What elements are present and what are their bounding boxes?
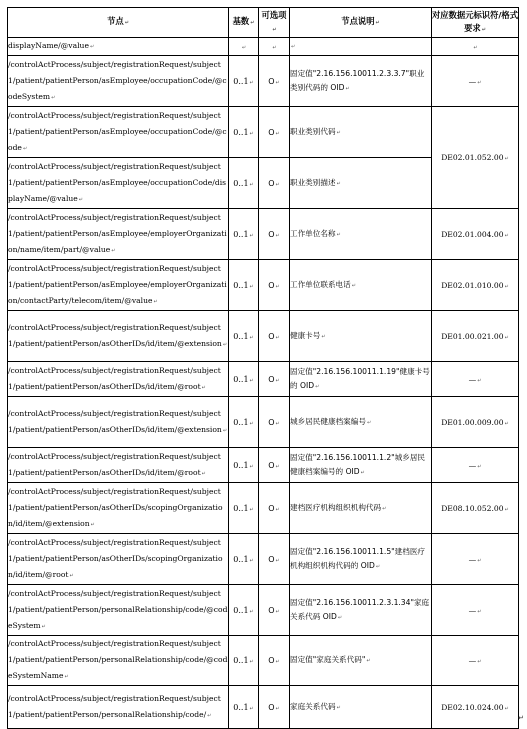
cardinality-cell: 0..1↵ [229,686,259,729]
data-element-cell: ↵ [432,38,519,56]
description-cell: ↵ [290,38,432,56]
data-element-cell: —↵ [432,585,519,636]
optional-cell: O↵ [259,158,290,209]
data-element-cell: DE01.00.021.00↵ [432,311,519,362]
table-row [8,585,519,636]
description-cell: 职业类别描述↵ [290,158,432,209]
table-row [8,362,519,397]
cardinality-cell: 0..1↵ [229,209,259,260]
node-path-cell: /controlActProcess/subject/registrationRequest/subject1/patient/patientPerson/personalRelationship/code/↵ [8,686,229,729]
description-cell: 固定值"2.16.156.10011.2.3.3.7"职业类别代码的 OID↵ [290,56,432,107]
data-element-cell: DE02.01.010.00↵ [432,260,519,311]
data-element-cell: DE01.00.009.00↵ [432,397,519,448]
cardinality-cell: 0..1↵ [229,362,259,397]
node-path-cell: displayName/@value↵ [8,38,229,56]
data-element-cell: DE02.01.052.00↵ [432,107,519,209]
cardinality-cell: 0..1↵ [229,585,259,636]
optional-cell: O↵ [259,636,290,686]
table-row [8,260,519,311]
header-description: 节点说明↵ [290,8,432,38]
table-row [8,534,519,585]
description-cell: 固定值"2.16.156.10011.2.3.1.34"家庭关系代码 OID↵ [290,585,432,636]
description-cell: 固定值"2.16.156.10011.1.19"健康卡号的 OID↵ [290,362,432,397]
cardinality-cell: ↵ [229,38,259,56]
node-path-cell: /controlActProcess/subject/registrationRequest/subject1/patient/patientPerson/asOtherIDs/id/item/@extension↵ [8,397,229,448]
data-element-cell: DE02.10.024.00↵ [432,686,519,729]
node-path-cell: /controlActProcess/subject/registrationRequest/subject1/patient/patientPerson/asOtherIDs/scopingOrganization/id/item/@root↵ [8,534,229,585]
description-cell: 建档医疗机构组织机构代码↵ [290,483,432,534]
optional-cell: ↵ [259,38,290,56]
node-path-cell: /controlActProcess/subject/registrationRequest/subject1/patient/patientPerson/personalRelationship/code/@codeSystemName↵ [8,636,229,686]
optional-cell: O↵ [259,362,290,397]
optional-cell: O↵ [259,448,290,483]
cardinality-cell: 0..1↵ [229,534,259,585]
data-element-cell: —↵ [432,534,519,585]
node-path-cell: /controlActProcess/subject/registrationRequest/subject1/patient/patientPerson/asEmployee/occupationCode/@code↵ [8,107,229,158]
optional-cell: O↵ [259,209,290,260]
data-element-cell: —↵ [432,448,519,483]
cardinality-cell: 0..1↵ [229,260,259,311]
node-path-cell: /controlActProcess/subject/registrationRequest/subject1/patient/patientPerson/asOtherIDs/id/item/@extension↵ [8,311,229,362]
cardinality-cell: 0..1↵ [229,56,259,107]
table-row [8,483,519,534]
cardinality-cell: 0..1↵ [229,107,259,158]
optional-cell: O↵ [259,397,290,448]
optional-cell: O↵ [259,585,290,636]
description-cell: 固定值"2.16.156.10011.1.2"城乡居民健康档案编号的 OID↵ [290,448,432,483]
optional-cell: O↵ [259,534,290,585]
cardinality-cell: 0..1↵ [229,448,259,483]
description-cell: 工作单位名称↵ [290,209,432,260]
cardinality-cell: 0..1↵ [229,158,259,209]
cardinality-cell: 0..1↵ [229,483,259,534]
node-path-cell: /controlActProcess/subject/registrationRequest/subject1/patient/patientPerson/asOtherIDs/id/item/@root↵ [8,448,229,483]
data-element-cell: —↵ [432,636,519,686]
cardinality-cell: 0..1↵ [229,636,259,686]
header-row [8,8,519,38]
node-path-cell: /controlActProcess/subject/registrationRequest/subject1/patient/patientPerson/personalRelationship/code/@codeSystem↵ [8,585,229,636]
optional-cell: O↵ [259,483,290,534]
data-element-cell: —↵ [432,362,519,397]
table-row [8,38,519,56]
spec-table [7,7,519,729]
table-row [8,56,519,107]
header-cardinality: 基数↵ [229,8,259,38]
description-cell: 工作单位联系电话↵ [290,260,432,311]
description-cell: 城乡居民健康档案编号↵ [290,397,432,448]
node-path-cell: /controlActProcess/subject/registrationRequest/subject1/patient/patientPerson/asEmployee/occupationCode/displayName/@value↵ [8,158,229,209]
data-element-cell: —↵ [432,56,519,107]
header-optional: 可选项↵ [259,8,290,38]
table-body [8,38,519,729]
header-data-element: 对应数据元标识符/格式要求↵ [432,8,519,38]
node-path-cell: /controlActProcess/subject/registrationRequest/subject1/patient/patientPerson/asEmployee/employerOrganization/name/item/part/@value↵ [8,209,229,260]
optional-cell: O↵ [259,260,290,311]
optional-cell: O↵ [259,311,290,362]
description-cell: 固定值"2.16.156.10011.1.5"建档医疗机构组织机构代码的 OID↵ [290,534,432,585]
optional-cell: O↵ [259,107,290,158]
table-row [8,107,519,158]
page-corner-mark: ↵ [518,714,524,722]
cardinality-cell: 0..1↵ [229,311,259,362]
table-row [8,311,519,362]
cardinality-cell: 0..1↵ [229,397,259,448]
table-row [8,397,519,448]
optional-cell: O↵ [259,56,290,107]
data-element-cell: DE02.01.004.00↵ [432,209,519,260]
table-row [8,636,519,686]
node-path-cell: /controlActProcess/subject/registrationRequest/subject1/patient/patientPerson/asOtherIDs/scopingOrganization/id/item/@extension↵ [8,483,229,534]
table-row [8,686,519,729]
node-path-cell: /controlActProcess/subject/registrationRequest/subject1/patient/patientPerson/asEmployee/occupationCode/@codeSystem↵ [8,56,229,107]
node-path-cell: /controlActProcess/subject/registrationRequest/subject1/patient/patientPerson/asOtherIDs/id/item/@root↵ [8,362,229,397]
description-cell: 家庭关系代码↵ [290,686,432,729]
description-cell: 健康卡号↵ [290,311,432,362]
header-node: 节点↵ [8,8,229,38]
description-cell: 职业类别代码↵ [290,107,432,158]
node-path-cell: /controlActProcess/subject/registrationRequest/subject1/patient/patientPerson/asEmployee/employerOrganization/contactParty/telecom/item/@value↵ [8,260,229,311]
data-element-cell: DE08.10.052.00↵ [432,483,519,534]
table-row [8,448,519,483]
table-row [8,209,519,260]
optional-cell: O↵ [259,686,290,729]
description-cell: 固定值"家庭关系代码"↵ [290,636,432,686]
